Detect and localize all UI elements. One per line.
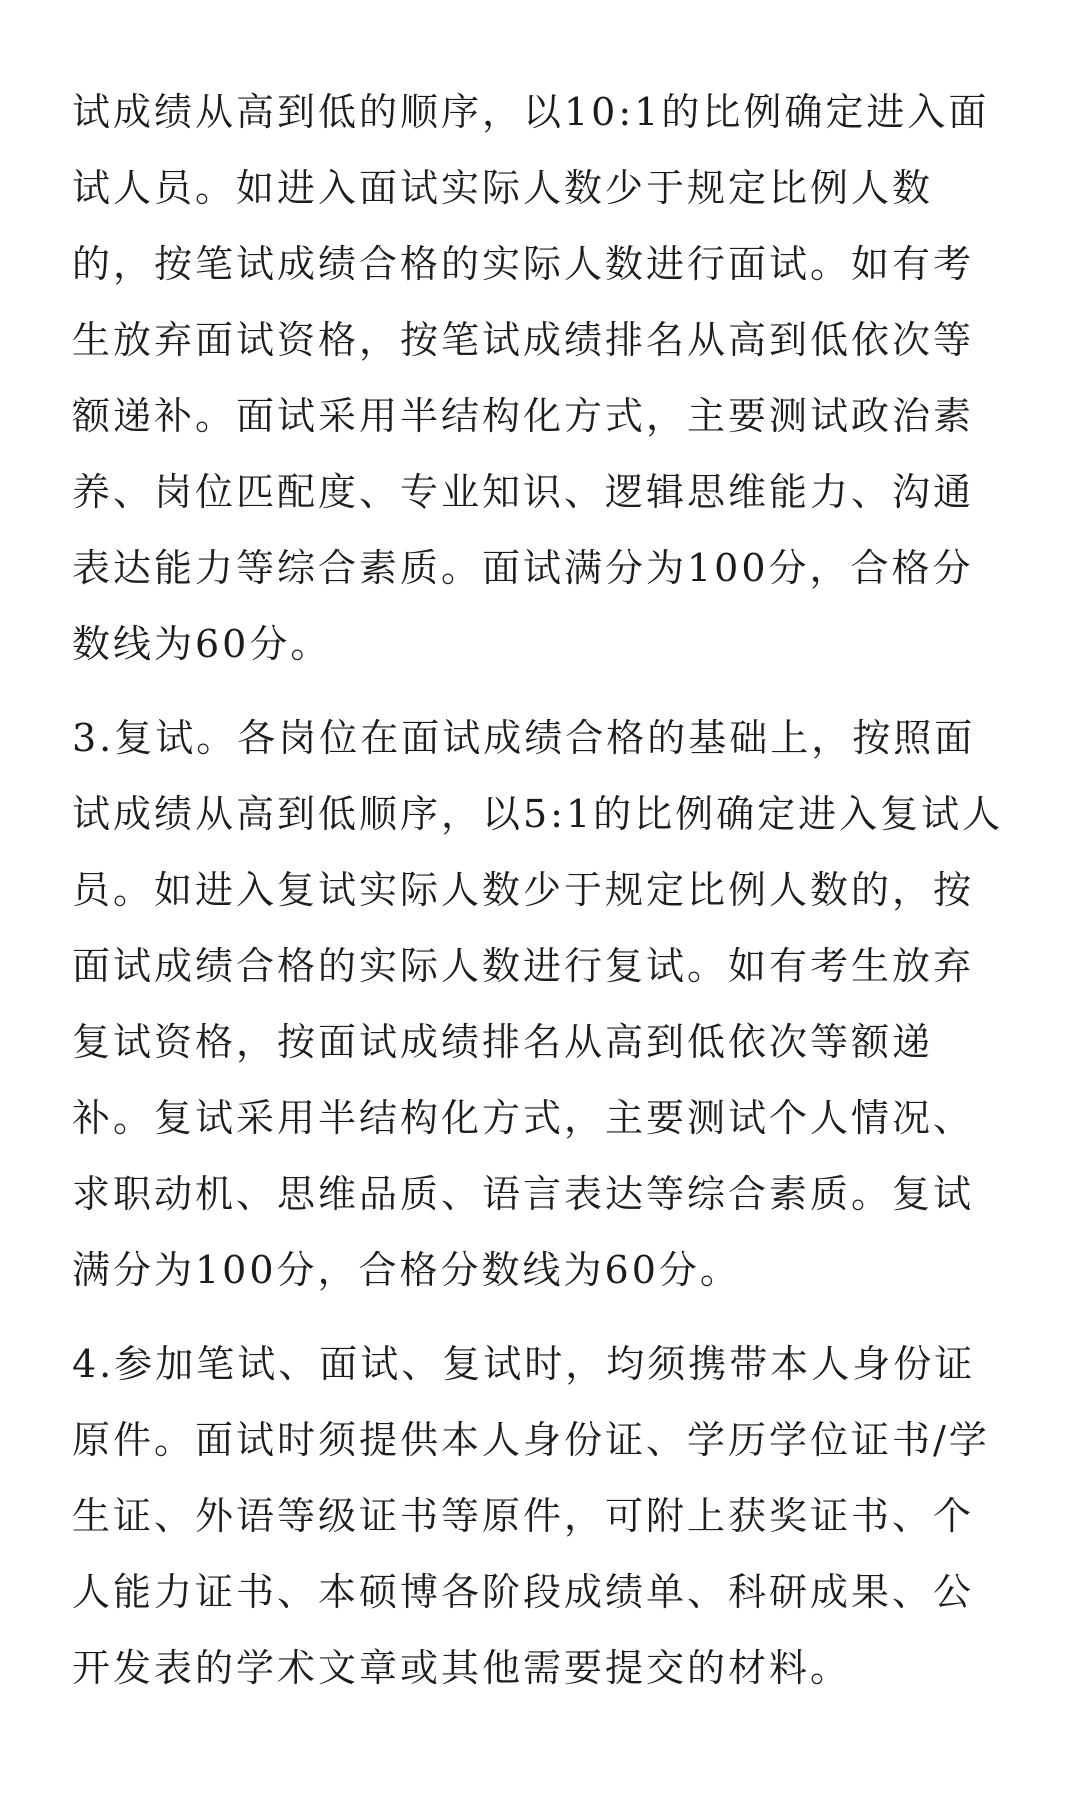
text-line: 生放弃面试资格，按笔试成绩排名从高到低依次等 [72, 318, 975, 362]
text-line: 人能力证书、本硕博各阶段成绩单、科研成果、公 [72, 1570, 975, 1614]
text-line: 数线为60分。 [72, 622, 332, 666]
paragraph-interview [72, 74, 1012, 682]
text-line: 求职动机、思维品质、语言表达等综合素质。复试 [72, 1172, 975, 1216]
text-line: 复试资格，按面试成绩排名从高到低依次等额递 [72, 1020, 934, 1064]
text-line: 补。复试采用半结构化方式，主要测试个人情况、 [72, 1096, 975, 1140]
text-line: 表达能力等综合素质。面试满分为100分，合格分 [72, 546, 974, 590]
text-line: 3.复试。各岗位在面试成绩合格的基础上，按照面 [72, 716, 976, 760]
text-line: 生证、外语等级证书等原件，可附上获奖证书、个 [72, 1494, 975, 1538]
text-line: 面试成绩合格的实际人数进行复试。如有考生放弃 [72, 944, 975, 988]
text-line: 养、岗位匹配度、专业知识、逻辑思维能力、沟通 [72, 470, 975, 514]
text-line: 的，按笔试成绩合格的实际人数进行面试。如有考 [72, 242, 975, 286]
text-line: 试成绩从高到低的顺序，以10:1的比例确定进入面 [72, 90, 990, 134]
text-line: 满分为100分，合格分数线为60分。 [72, 1248, 741, 1292]
text-line: 额递补。面试采用半结构化方式，主要测试政治素 [72, 394, 975, 438]
text-line: 4.参加笔试、面试、复试时，均须携带本人身份证 [72, 1342, 976, 1386]
text-line: 试人员。如进入面试实际人数少于规定比例人数 [72, 166, 934, 210]
paragraph-required-documents [72, 1326, 1012, 1706]
text-line: 员。如进入复试实际人数少于规定比例人数的，按 [72, 868, 975, 912]
text-line: 原件。面试时须提供本人身份证、学历学位证书/学 [72, 1418, 990, 1462]
text-line: 开发表的学术文章或其他需要提交的材料。 [72, 1646, 852, 1690]
text-line: 试成绩从高到低顺序，以5:1的比例确定进入复试人 [72, 792, 1004, 836]
paragraph-reexamination [72, 700, 1012, 1308]
